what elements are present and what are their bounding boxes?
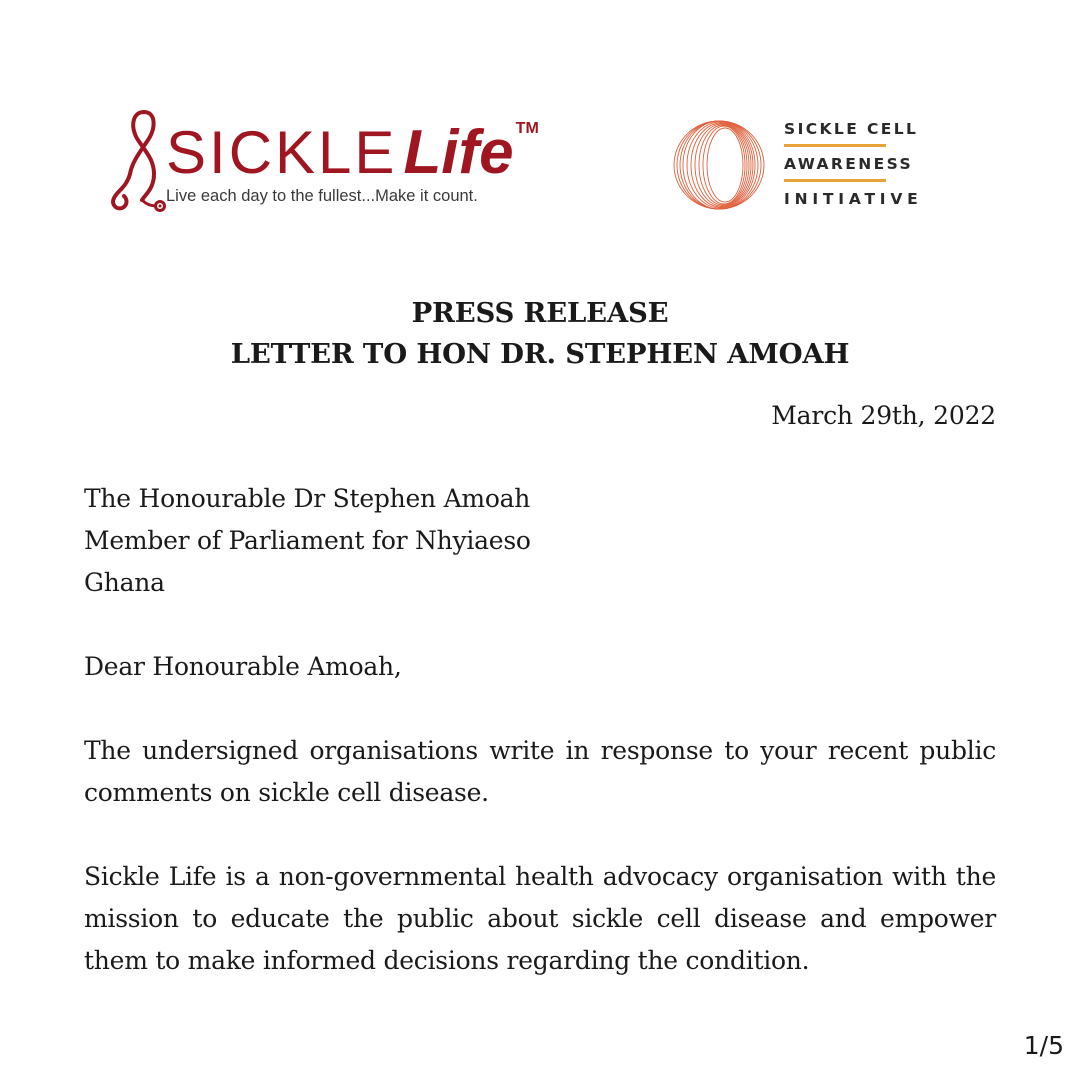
salutation: Dear Honourable Amoah, xyxy=(84,652,402,681)
trademark-text: TM xyxy=(515,120,539,137)
sickle-life-tagline: Live each day to the fullest...Make it count. xyxy=(166,187,478,205)
brand-life-text: Life xyxy=(403,118,514,187)
sickle-life-wordmark xyxy=(166,118,539,188)
scai-line-2: AWARENESS xyxy=(784,155,914,173)
scai-divider xyxy=(784,144,886,147)
sickle-cell-awareness-initiative-logo xyxy=(672,118,952,214)
body-paragraph: The undersigned organisations write in response to your recent public comments on sickle cell disease. xyxy=(84,736,996,807)
sickle-life-logo xyxy=(108,108,548,214)
scai-line-3: INITIATIVE xyxy=(784,190,923,208)
body-paragraph: Sickle Life is a non-governmental health advocacy organisation with the mission to educate the public about sickle cell disease and empower them to make informed decisions regarding the condition. xyxy=(84,862,996,975)
concentric-ring-icon xyxy=(672,118,766,212)
address-line-3: Ghana xyxy=(84,568,165,597)
page-number: 1/5 xyxy=(1023,1031,1064,1060)
letter-title: LETTER TO HON DR. STEPHEN AMOAH xyxy=(230,338,850,370)
address-line-1: The Honourable Dr Stephen Amoah xyxy=(84,484,531,513)
scai-wordmark xyxy=(784,120,954,208)
letter-date: March 29th, 2022 xyxy=(771,401,996,430)
scai-divider xyxy=(784,179,886,182)
brand-sickle-text: SICKLE xyxy=(166,119,398,186)
stethoscope-ribbon-icon xyxy=(108,108,168,214)
address-line-2: Member of Parliament for Nhyiaeso xyxy=(84,526,531,555)
scai-line-1: SICKLE CELL xyxy=(784,120,919,138)
press-release-title: PRESS RELEASE xyxy=(411,297,669,329)
recipient-address xyxy=(84,478,996,604)
